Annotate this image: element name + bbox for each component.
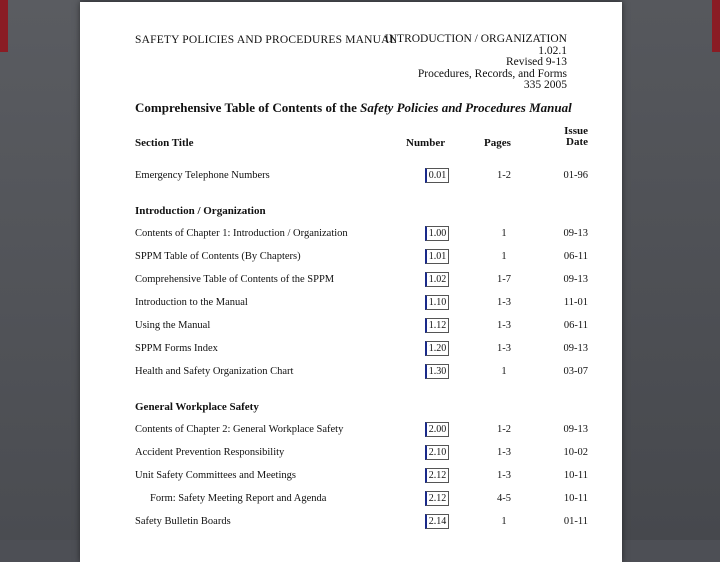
section-number-link[interactable]: 2.12 (425, 468, 449, 483)
section-heading: General Workplace Safety (135, 401, 259, 413)
toc-row-pages: 1-3 (497, 320, 511, 331)
toc-row-date: 10-02 (563, 447, 588, 458)
toc-row-title: Using the Manual (135, 320, 211, 331)
header-line: Revised 9-13 (505, 56, 567, 68)
header-line: INTRODUCTION / ORGANIZATION (384, 33, 567, 45)
toc-row-title: Emergency Telephone Numbers (135, 170, 270, 181)
header-line: Procedures, Records, and Forms (417, 67, 567, 80)
toc-row-title: SPPM Table of Contents (By Chapters) (135, 251, 301, 262)
section-number-link[interactable]: 2.14 (425, 514, 449, 529)
toc-row-pages: 1-3 (497, 470, 511, 481)
toc-row-title: Contents of Chapter 1: Introduction / Organization (135, 228, 348, 239)
toc-row-date: 10-11 (563, 493, 588, 504)
toc-row-date: 09-13 (563, 228, 588, 239)
toc-row[interactable] (80, 366, 622, 380)
toc-row-pages: 1-2 (497, 424, 511, 435)
date-label: Date (566, 136, 588, 148)
toc-row-title: Introduction to the Manual (135, 297, 248, 308)
toc-row-title: Health and Safety Organization Chart (135, 366, 294, 377)
toc-row-pages: 1-3 (497, 343, 511, 354)
toc-row-pages: 1 (501, 251, 507, 262)
toc-row-pages: 1 (501, 366, 507, 377)
section-number-link[interactable]: 2.12 (425, 491, 449, 506)
section-number-link[interactable]: 2.00 (425, 422, 449, 437)
column-header-section-title: Section Title (135, 137, 194, 149)
toc-row-pages: 1-2 (497, 170, 511, 181)
toc-row-date: 10-11 (563, 470, 588, 481)
toc-row-title: SPPM Forms Index (135, 343, 218, 354)
toc-row-title: Form: Safety Meeting Report and Agenda (150, 493, 327, 504)
toc-row-date: 09-13 (563, 343, 588, 354)
toc-row-date: 01-11 (563, 516, 588, 527)
accent-bar-right (712, 0, 720, 52)
column-header-number: Number (406, 137, 446, 149)
toc-row-pages: 1-3 (497, 447, 511, 458)
section-number-link[interactable]: 1.30 (425, 364, 449, 379)
toc-row-pages: 1-3 (497, 297, 511, 308)
document-title (135, 100, 572, 116)
title-prefix: Comprehensive Table of Contents of the (135, 100, 361, 115)
header-line: 335 2005 (523, 79, 567, 91)
column-header-pages: Pages (484, 137, 511, 149)
background-right (620, 0, 720, 540)
section-number-link[interactable]: 1.00 (425, 226, 449, 241)
section-number-link[interactable]: 1.01 (425, 249, 449, 264)
toc-row-date: 09-13 (563, 424, 588, 435)
toc-row-date: 06-11 (563, 320, 588, 331)
toc-row[interactable] (80, 320, 622, 334)
section-number-link[interactable]: 1.02 (425, 272, 449, 287)
toc-row-pages: 1 (501, 228, 507, 239)
toc-row-date: 11-01 (563, 297, 588, 308)
accent-bar-left (0, 0, 8, 52)
toc-row-pages: 4-5 (497, 493, 511, 504)
toc-row[interactable] (80, 516, 622, 530)
toc-row-date: 09-13 (563, 274, 588, 285)
section-number-link[interactable]: 1.10 (425, 295, 449, 310)
section-number-link[interactable]: 2.10 (425, 445, 449, 460)
column-header-issue-date (530, 126, 588, 148)
background-left (0, 0, 80, 540)
toc-row-title: Contents of Chapter 2: General Workplace Safety (135, 424, 344, 435)
toc-row[interactable] (80, 343, 622, 357)
toc-row[interactable] (80, 274, 622, 288)
section-number-link[interactable]: 0.01 (425, 168, 449, 183)
toc-row-title: Comprehensive Table of Contents of the SPPM (135, 274, 335, 285)
document-page (80, 2, 622, 562)
toc-row-pages: 1-7 (497, 274, 511, 285)
toc-row-pages: 1 (501, 516, 507, 527)
toc-row[interactable] (80, 447, 622, 461)
toc-row-date: 03-07 (563, 366, 588, 377)
header-line: 1.02.1 (538, 44, 567, 57)
toc-row-title: Unit Safety Committees and Meetings (135, 470, 296, 481)
toc-row-title: Safety Bulletin Boards (135, 516, 231, 527)
issue-label: Issue (564, 125, 588, 137)
section-heading: Introduction / Organization (135, 205, 266, 217)
toc-row-date: 06-11 (563, 251, 588, 262)
toc-row-title: Accident Prevention Responsibility (135, 447, 285, 458)
section-number-link[interactable]: 1.12 (425, 318, 449, 333)
toc-row[interactable] (80, 424, 622, 438)
toc-row[interactable] (80, 470, 622, 484)
title-italic: Safety Policies and Procedures Manual (360, 100, 572, 115)
manual-header: SAFETY POLICIES AND PROCEDURES MANUAL (135, 34, 397, 46)
toc-row[interactable] (80, 251, 622, 265)
section-number-link[interactable]: 1.20 (425, 341, 449, 356)
toc-row-date: 01-96 (563, 170, 588, 181)
toc-row[interactable] (80, 297, 622, 311)
toc-row[interactable] (80, 493, 622, 507)
toc-row[interactable] (80, 228, 622, 242)
section-header-block (385, 34, 567, 92)
toc-row[interactable] (80, 170, 622, 184)
